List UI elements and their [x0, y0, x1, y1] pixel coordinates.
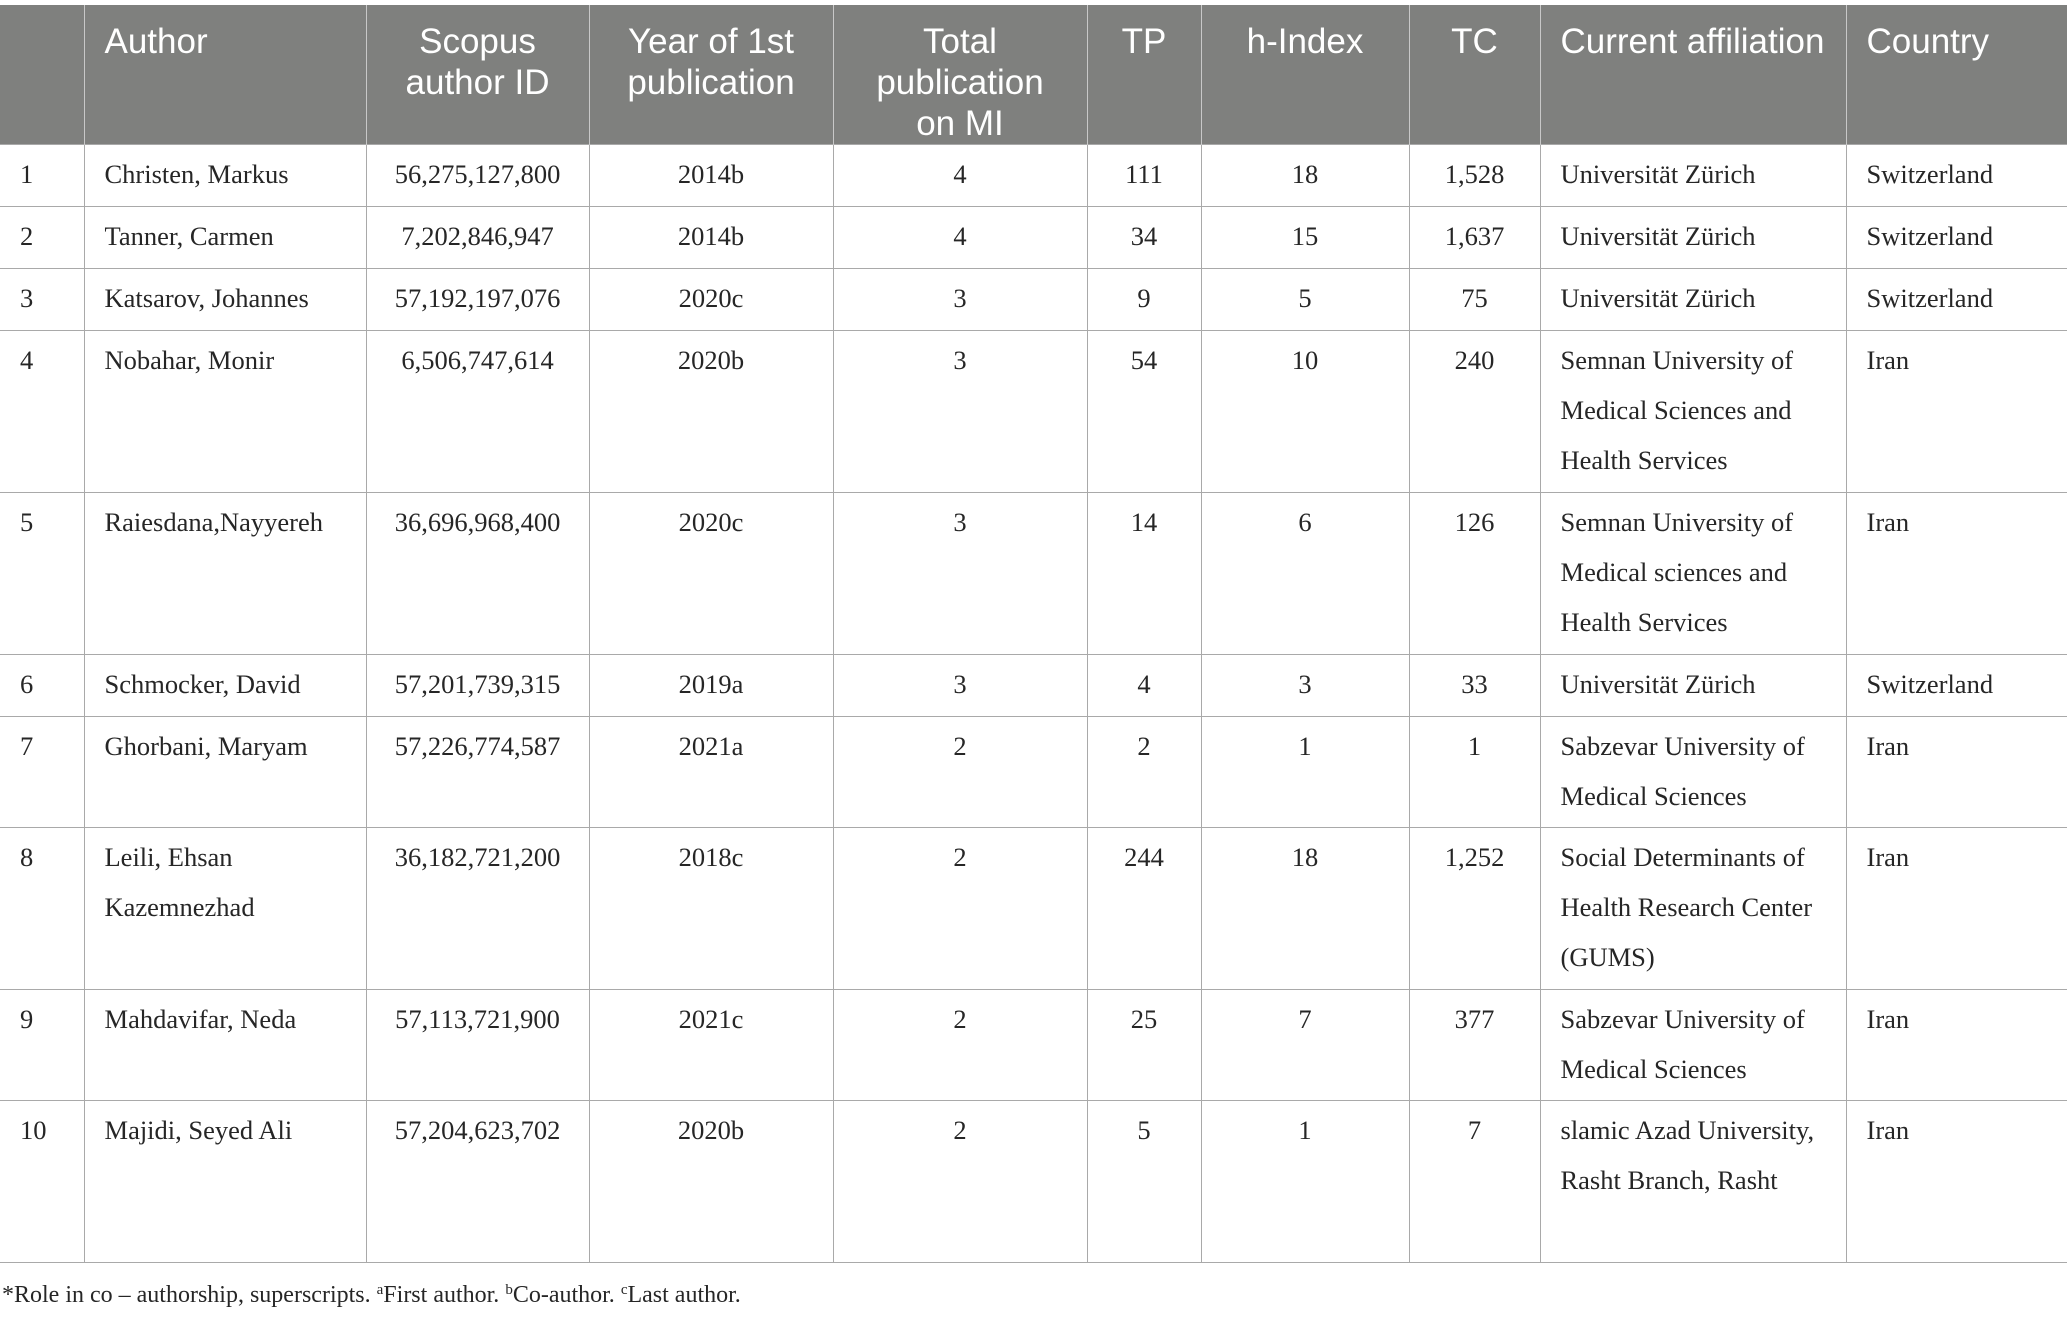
cell-year-first: 2020c: [589, 269, 833, 331]
cell-tc: 75: [1409, 269, 1540, 331]
cell-author: Tanner, Carmen: [84, 207, 366, 269]
cell-tp: 4: [1087, 655, 1201, 717]
cell-tp: 34: [1087, 207, 1201, 269]
footnote-mark-c: c: [620, 1282, 628, 1298]
cell-affiliation: Sabzevar University of Medical Sciences: [1540, 717, 1846, 828]
footnote-mark-b: b: [505, 1282, 513, 1298]
cell-affiliation: Universität Zürich: [1540, 655, 1846, 717]
header-tc: TC: [1409, 5, 1540, 145]
cell-tp: 111: [1087, 145, 1201, 207]
cell-total-pub: 2: [833, 717, 1087, 828]
cell-year-first: 2021c: [589, 990, 833, 1101]
cell-country: Iran: [1846, 828, 2067, 990]
cell-affiliation: Universität Zürich: [1540, 207, 1846, 269]
authors-table: [0, 5, 2067, 1263]
cell-tc: 1,637: [1409, 207, 1540, 269]
table-row: [0, 717, 2067, 828]
cell-tp: 25: [1087, 990, 1201, 1101]
cell-h-index: 7: [1201, 990, 1409, 1101]
cell-total-pub: 3: [833, 269, 1087, 331]
cell-scopus-id: 7,202,846,947: [366, 207, 589, 269]
cell-tp: 54: [1087, 331, 1201, 493]
cell-year-first: 2014b: [589, 207, 833, 269]
cell-h-index: 6: [1201, 493, 1409, 655]
cell-tp: 5: [1087, 1101, 1201, 1263]
cell-tp: 14: [1087, 493, 1201, 655]
cell-h-index: 18: [1201, 145, 1409, 207]
table-row: [0, 990, 2067, 1101]
cell-author: Mahdavifar, Neda: [84, 990, 366, 1101]
table-row: [0, 207, 2067, 269]
table-row: [0, 828, 2067, 990]
cell-author: Raiesdana,Nayyereh: [84, 493, 366, 655]
table-row: [0, 269, 2067, 331]
cell-author: Leili, Ehsan Kazemnezhad: [84, 828, 366, 990]
header-h-index: h-Index: [1201, 5, 1409, 145]
footnote-co-author: Co-author.: [512, 1282, 621, 1308]
cell-scopus-id: 57,201,739,315: [366, 655, 589, 717]
cell-year-first: 2018c: [589, 828, 833, 990]
cell-total-pub: 4: [833, 207, 1087, 269]
cell-year-first: 2021a: [589, 717, 833, 828]
cell-author: Katsarov, Johannes: [84, 269, 366, 331]
cell-scopus-id: 57,192,197,076: [366, 269, 589, 331]
cell-author: Majidi, Seyed Ali: [84, 1101, 366, 1263]
cell-num: 6: [0, 655, 84, 717]
cell-tc: 377: [1409, 990, 1540, 1101]
cell-total-pub: 3: [833, 493, 1087, 655]
header-tp: TP: [1087, 5, 1201, 145]
cell-tc: 240: [1409, 331, 1540, 493]
cell-affiliation: Universität Zürich: [1540, 269, 1846, 331]
cell-affiliation: Universität Zürich: [1540, 145, 1846, 207]
cell-country: Switzerland: [1846, 269, 2067, 331]
header-year-first: Year of 1st publication: [589, 5, 833, 145]
header-scopus-id: Scopus author ID: [366, 5, 589, 145]
cell-tc: 1,252: [1409, 828, 1540, 990]
cell-scopus-id: 56,275,127,800: [366, 145, 589, 207]
cell-tc: 7: [1409, 1101, 1540, 1263]
cell-tc: 1,528: [1409, 145, 1540, 207]
table-row: [0, 145, 2067, 207]
cell-country: Iran: [1846, 493, 2067, 655]
cell-country: Switzerland: [1846, 655, 2067, 717]
cell-year-first: 2019a: [589, 655, 833, 717]
cell-scopus-id: 57,226,774,587: [366, 717, 589, 828]
cell-total-pub: 2: [833, 828, 1087, 990]
cell-country: Iran: [1846, 717, 2067, 828]
header-author: Author: [84, 5, 366, 145]
cell-year-first: 2020c: [589, 493, 833, 655]
cell-num: 1: [0, 145, 84, 207]
cell-num: 9: [0, 990, 84, 1101]
cell-tc: 126: [1409, 493, 1540, 655]
cell-tp: 9: [1087, 269, 1201, 331]
footnote-first-author: First author.: [383, 1282, 506, 1308]
cell-total-pub: 2: [833, 1101, 1087, 1263]
cell-total-pub: 4: [833, 145, 1087, 207]
cell-h-index: 5: [1201, 269, 1409, 331]
header-num: [0, 5, 84, 145]
cell-h-index: 1: [1201, 717, 1409, 828]
table-row: [0, 655, 2067, 717]
cell-total-pub: 3: [833, 331, 1087, 493]
footnote-lead: *Role in co – authorship, superscripts.: [2, 1282, 377, 1308]
table-row: [0, 1101, 2067, 1263]
cell-author: Nobahar, Monir: [84, 331, 366, 493]
table-footnote: [2, 1282, 741, 1309]
table-header-row: [0, 5, 2067, 145]
header-country: Country: [1846, 5, 2067, 145]
table-row: [0, 331, 2067, 493]
cell-country: Iran: [1846, 990, 2067, 1101]
cell-author: Ghorbani, Maryam: [84, 717, 366, 828]
cell-h-index: 18: [1201, 828, 1409, 990]
cell-affiliation: Social Determinants of Health Research Center (GUMS): [1540, 828, 1846, 990]
cell-affiliation: Semnan University of Medical Sciences and Health Services: [1540, 331, 1846, 493]
cell-total-pub: 3: [833, 655, 1087, 717]
cell-country: Switzerland: [1846, 145, 2067, 207]
cell-country: Iran: [1846, 1101, 2067, 1263]
cell-scopus-id: 57,113,721,900: [366, 990, 589, 1101]
cell-num: 7: [0, 717, 84, 828]
header-total-pub: Total publication on MI: [833, 5, 1087, 145]
cell-affiliation: Sabzevar University of Medical Sciences: [1540, 990, 1846, 1101]
cell-scopus-id: 36,182,721,200: [366, 828, 589, 990]
cell-num: 3: [0, 269, 84, 331]
footnote-last-author: Last author.: [627, 1282, 741, 1308]
cell-num: 8: [0, 828, 84, 990]
cell-scopus-id: 57,204,623,702: [366, 1101, 589, 1263]
cell-num: 10: [0, 1101, 84, 1263]
footnote-mark-a: a: [376, 1282, 384, 1298]
cell-h-index: 1: [1201, 1101, 1409, 1263]
cell-scopus-id: 6,506,747,614: [366, 331, 589, 493]
cell-tp: 2: [1087, 717, 1201, 828]
cell-tp: 244: [1087, 828, 1201, 990]
cell-num: 2: [0, 207, 84, 269]
header-affiliation: Current affiliation: [1540, 5, 1846, 145]
cell-year-first: 2020b: [589, 331, 833, 493]
cell-country: Switzerland: [1846, 207, 2067, 269]
cell-affiliation: Semnan University of Medical sciences and Health Services: [1540, 493, 1846, 655]
cell-num: 5: [0, 493, 84, 655]
cell-author: Christen, Markus: [84, 145, 366, 207]
cell-h-index: 10: [1201, 331, 1409, 493]
cell-scopus-id: 36,696,968,400: [366, 493, 589, 655]
cell-year-first: 2020b: [589, 1101, 833, 1263]
cell-tc: 1: [1409, 717, 1540, 828]
cell-year-first: 2014b: [589, 145, 833, 207]
cell-author: Schmocker, David: [84, 655, 366, 717]
cell-tc: 33: [1409, 655, 1540, 717]
cell-h-index: 3: [1201, 655, 1409, 717]
cell-total-pub: 2: [833, 990, 1087, 1101]
cell-h-index: 15: [1201, 207, 1409, 269]
cell-country: Iran: [1846, 331, 2067, 493]
cell-num: 4: [0, 331, 84, 493]
cell-affiliation: slamic Azad University, Rasht Branch, Rasht: [1540, 1101, 1846, 1263]
table-row: [0, 493, 2067, 655]
